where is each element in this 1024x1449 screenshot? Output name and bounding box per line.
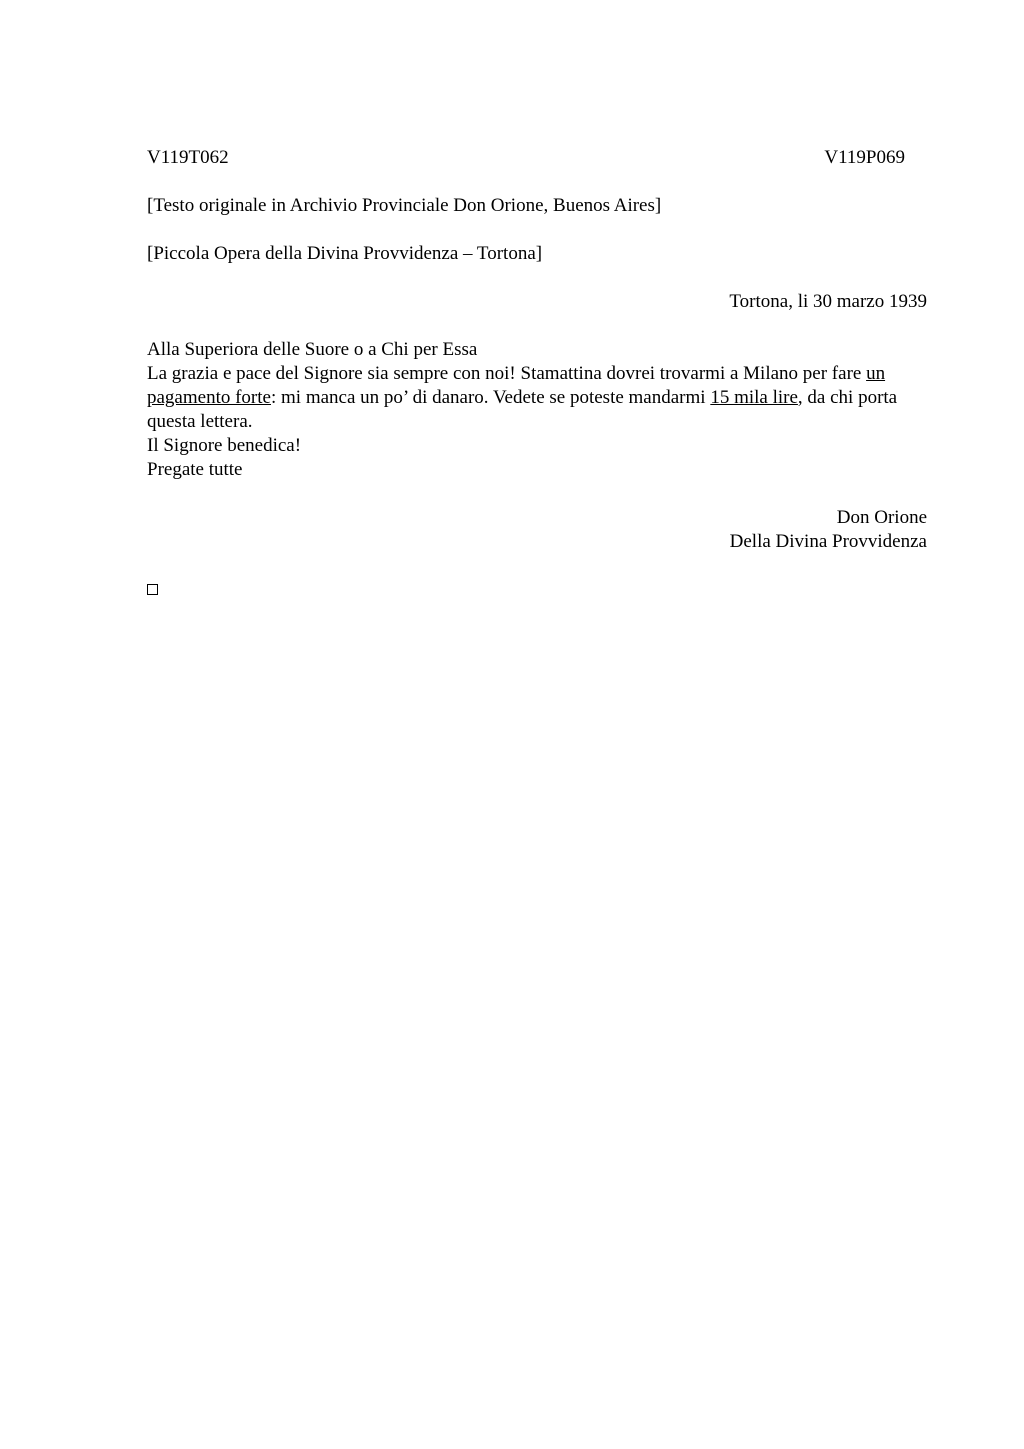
body-text-part2: : mi manca un po’ di danaro. Vedete se poteste mandarmi: [270, 387, 711, 408]
body-underlined-payment: un pagamento forte: [147, 363, 886, 408]
body-text-part1: La grazia e pace del Signore sia sempre con noi! Stamattina dovrei trovarmi a Milano per fare: [147, 363, 867, 384]
place-date: Tortona, li 30 marzo 1939: [729, 291, 927, 312]
letter-page: [147, 146, 927, 602]
letter-body: [147, 362, 927, 434]
body-text-part3: , da chi porta questa lettera.: [147, 387, 898, 432]
document-code-right: V119P069: [824, 147, 905, 168]
body-underlined-amount: 15 mila lire: [710, 387, 798, 408]
body-blessing: Il Signore benedica!: [147, 435, 302, 456]
body-closing: Pregate tutte: [147, 459, 243, 480]
document-codes: [147, 146, 927, 170]
addressee: Alla Superiora delle Suore o a Chi per Essa: [147, 339, 478, 360]
institution-note: [Piccola Opera della Divina Provvidenza – Tortona]: [147, 243, 543, 264]
end-marker: [147, 554, 927, 602]
square-outline-icon: [147, 584, 158, 595]
signature-title: Della Divina Provvidenza: [729, 531, 927, 552]
source-note: [Testo originale in Archivio Provinciale Don Orione, Buenos Aires]: [147, 195, 662, 216]
document-code-left: V119T062: [147, 147, 229, 168]
signature-name: Don Orione: [836, 507, 927, 528]
